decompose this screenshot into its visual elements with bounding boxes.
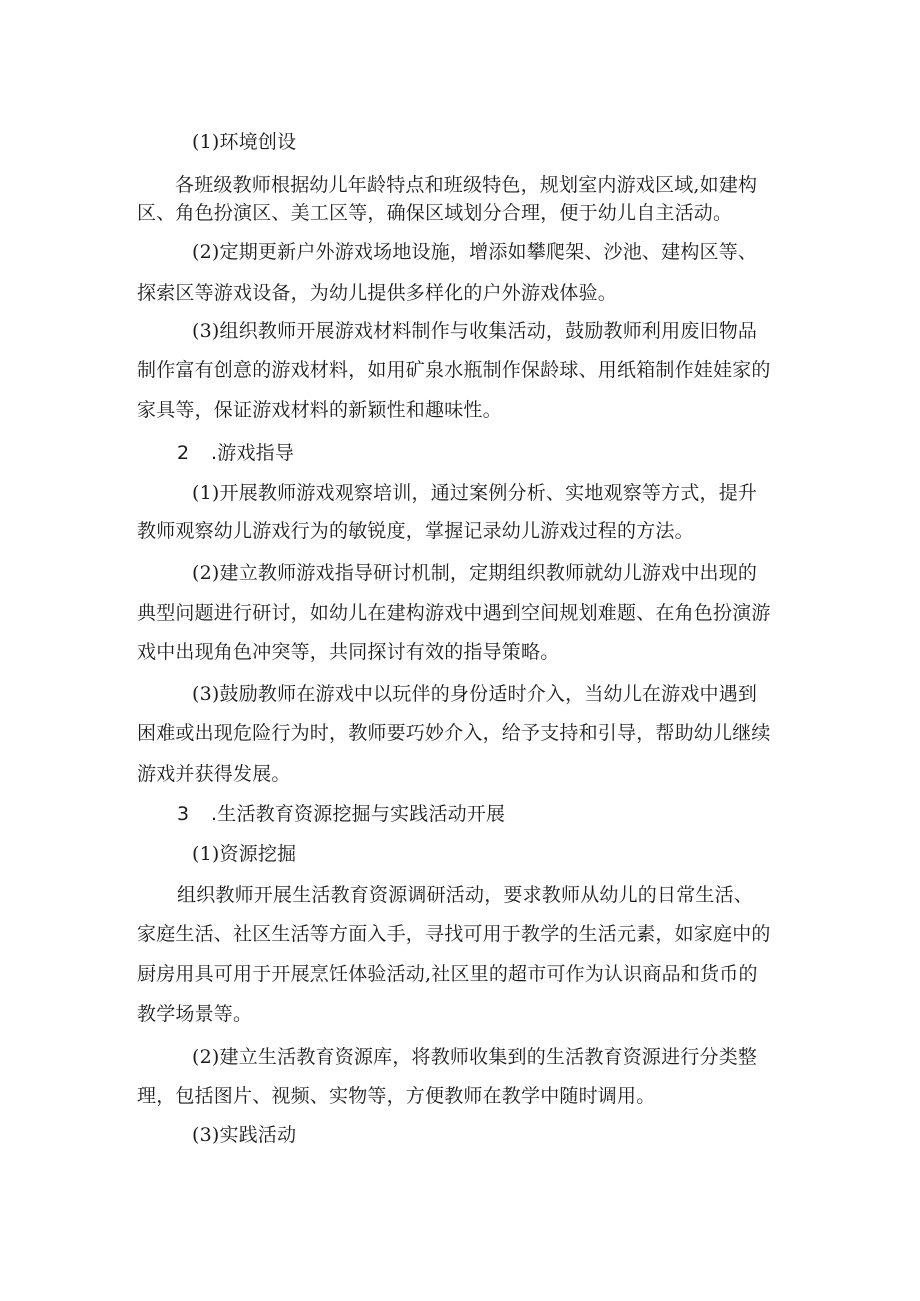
paragraph-line: (2)建立教师游戏指导研讨机制，定期组织教师就幼儿游戏中出现的: [192, 562, 758, 584]
paragraph-line: 探索区等游戏设备，为幼儿提供多样化的户外游戏体验。: [137, 282, 618, 304]
section-2-heading: [177, 441, 294, 465]
paragraph-line: 区、角色扮演区、美工区等，确保区域划分合理，便于幼儿自主活动。: [137, 202, 733, 224]
paragraph-line: 教学场景等。: [137, 1003, 253, 1025]
paragraph-line: 家具等，保证游戏材料的新颖性和趣味性。: [137, 399, 502, 421]
section-number: 2: [177, 442, 190, 464]
section-3-subtitle: (1)资源挖掘: [192, 843, 297, 865]
paragraph-line: 理，包括图片、视频、实物等，方便教师在教学中随时调用。: [137, 1085, 656, 1107]
paragraph-line: (2)定期更新户外游戏场地设施，增添如攀爬架、沙池、建构区等、: [192, 241, 758, 263]
paragraph-line: 戏中出现角色冲突等，共同探讨有效的指导策略。: [137, 641, 560, 663]
paragraph-line: 家庭生活、社区生活等方面入手，寻找可用于教学的生活元素，如家庭中的: [137, 923, 771, 945]
paragraph-line: 教师观察幼儿游戏行为的敏锐度，掌握记录幼儿游戏过程的方法。: [137, 520, 694, 542]
paragraph-line: (1)开展教师游戏观察培训，通过案例分析、实地观察等方式，提升: [192, 482, 758, 504]
paragraph-line: 各班级教师根据幼儿年龄特点和班级特色，规划室内游戏区域,如建构: [175, 174, 758, 196]
paragraph-line: 游戏并获得发展。: [137, 763, 291, 785]
paragraph-line: (3)组织教师开展游戏材料制作与收集活动，鼓励教师利用废旧物品: [192, 320, 758, 342]
section-3-practice-title: (3)实践活动: [192, 1124, 297, 1146]
paragraph-line: (3)鼓励教师在游戏中以玩伴的身份适时介入，当幼儿在游戏中遇到: [192, 683, 758, 705]
section-3-heading-text: .生活教育资源挖掘与实践活动开展: [211, 803, 506, 825]
section-2-heading-text: .游戏指导: [211, 442, 295, 464]
section-number: 3: [177, 803, 190, 825]
paragraph-line: 厨房用具可用于开展烹饪体验活动,社区里的超市可作为认识商品和货币的: [137, 963, 758, 985]
paragraph-line: 困难或出现危险行为时，教师要巧妙介入，给予支持和引导，帮助幼儿继续: [137, 722, 771, 744]
paragraph-line: 组织教师开展生活教育资源调研活动，要求教师从幼儿的日常生活、: [177, 884, 754, 906]
paragraph-line: 典型问题进行研讨，如幼儿在建构游戏中遇到空间规划难题、在角色扮演游: [137, 602, 771, 624]
section-3-heading: [177, 802, 505, 826]
paragraph-line: (2)建立生活教育资源库，将教师收集到的生活教育资源进行分类整: [192, 1046, 758, 1068]
paragraph-line: 制作富有创意的游戏材料，如用矿泉水瓶制作保龄球、用纸箱制作娃娃家的: [137, 359, 771, 381]
section-1-title: (1)环境创设: [192, 131, 297, 153]
